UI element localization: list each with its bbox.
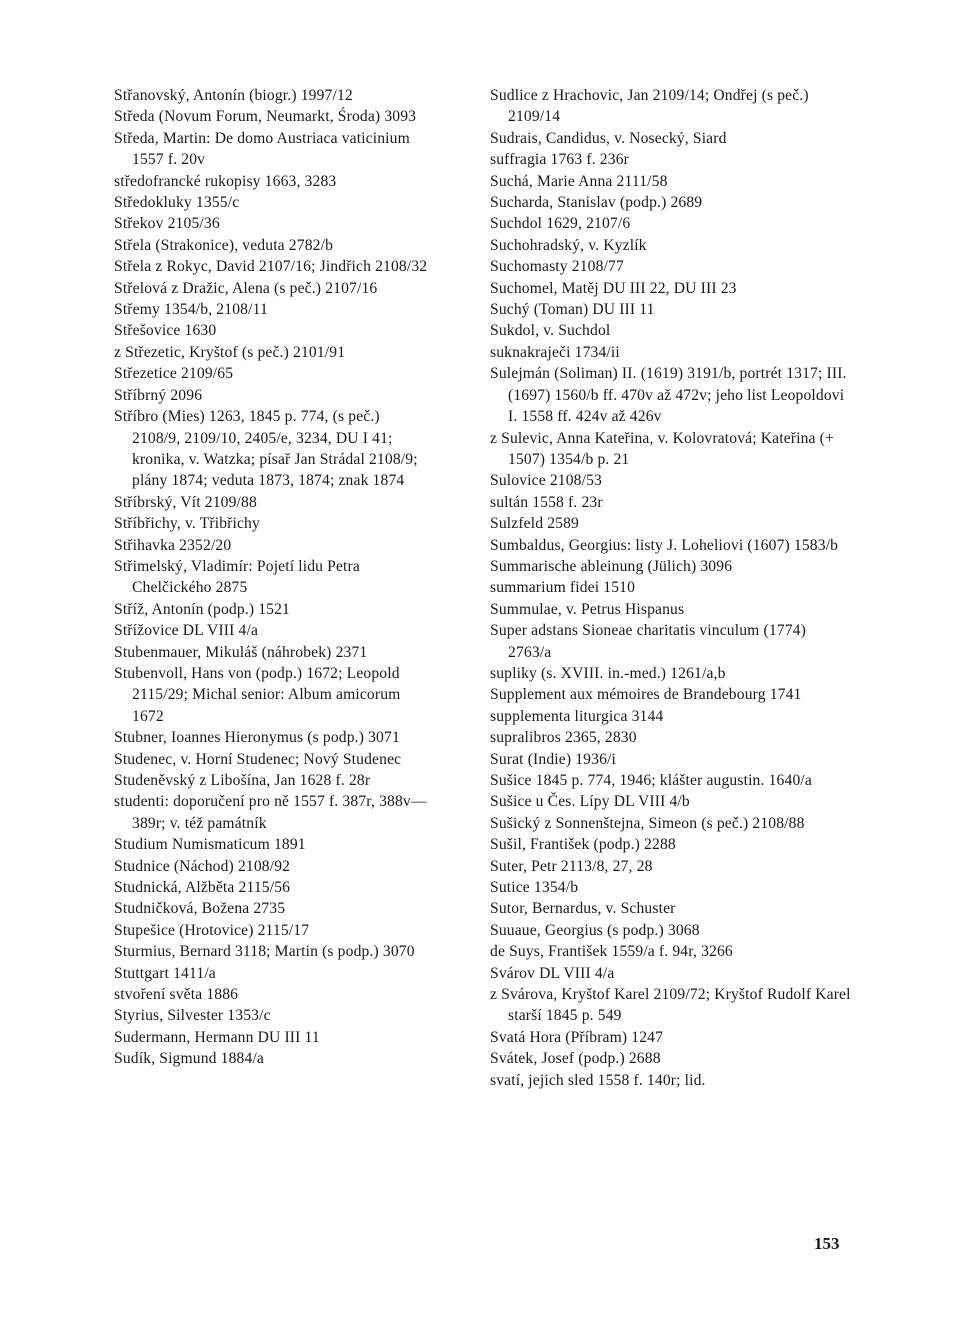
index-entry: Sudrais, Candidus, v. Nosecký, Siard: [490, 129, 727, 147]
index-entry: Středa, Martin: De domo Austriaca vaticinium 1557 f. 20v: [114, 129, 410, 169]
index-entry: stvoření světa 1886: [114, 986, 239, 1004]
index-entry: Suchá, Marie Anna 2111/58: [490, 172, 668, 190]
index-entry: Sutor, Bernardus, v. Schuster: [490, 900, 676, 918]
index-entry: supralibros 2365, 2830: [490, 729, 637, 747]
index-entry: suknakraječi 1734/ii: [490, 343, 620, 361]
index-entry: Svárov DL VIII 4/a: [490, 964, 615, 982]
index-entry: Studničková, Božena 2735: [114, 900, 286, 918]
index-entry: Střela z Rokyc, David 2107/16; Jindřich 2108/32: [114, 258, 428, 276]
index-entry: studenti: doporučení pro ně 1557 f. 387r, 388v—389r; v. též památník: [114, 793, 427, 832]
index-entry: Sušice u Čes. Lípy DL VIII 4/b: [490, 793, 690, 811]
index-column-right: [490, 85, 852, 1091]
index-entry: Středa (Novum Forum, Neumarkt, Środa) 3093: [114, 108, 417, 126]
index-entry: Stříbrský, Vít 2109/88: [114, 493, 257, 511]
index-entry: Studnická, Alžběta 2115/56: [114, 879, 291, 897]
index-entry: Střešovice 1630: [114, 322, 217, 340]
index-entry: sultán 1558 f. 23r: [490, 493, 603, 511]
index-entry: středofrancké rukopisy 1663, 3283: [114, 172, 337, 190]
index-entry: Super adstans Sioneae charitatis vinculum (1774) 2763/a: [490, 622, 806, 661]
index-entry: Stubner, Ioannes Hieronymus (s podp.) 3071: [114, 729, 400, 747]
index-entry: suffragia 1763 f. 236r: [490, 151, 629, 169]
index-entry: svatí, jejich sled 1558 f. 140r; lid.: [490, 1071, 706, 1089]
index-entry: Svatá Hora (Příbram) 1247: [490, 1028, 664, 1046]
index-entry: supplementa liturgica 3144: [490, 707, 664, 725]
index-entry: Studium Numismaticum 1891: [114, 836, 306, 854]
index-entry: Suchomasty 2108/77: [490, 258, 624, 276]
index-entry: Sudlice z Hrachovic, Jan 2109/14; Ondřej (s peč.) 2109/14: [490, 87, 809, 126]
index-entry: Střekov 2105/36: [114, 215, 220, 233]
index-entry: Střimelský, Vladimír: Pojetí lidu Petra Chelčického 2875: [114, 557, 360, 597]
index-entry: Stříž, Antonín (podp.) 1521: [114, 600, 291, 618]
index-entry: Sutice 1354/b: [490, 879, 579, 897]
index-entry: Sušický z Sonnenštejna, Simeon (s peč.) 2108/88: [490, 814, 805, 832]
index-entry: Stubenvoll, Hans von (podp.) 1672; Leopold 2115/29; Michal senior: Album amicorum 1672: [114, 664, 401, 725]
index-entry: Surat (Indie) 1936/i: [490, 750, 616, 768]
index-entry: Summarische ableinung (Jülich) 3096: [490, 557, 733, 575]
index-entry: z Sulevic, Anna Kateřina, v. Kolovratová; Kateřina (+ 1507) 1354/b p. 21: [490, 429, 834, 468]
index-entry: summarium fidei 1510: [490, 579, 636, 597]
index-entry: Sudík, Sigmund 1884/a: [114, 1050, 265, 1068]
index-entry: Střihavka 2352/20: [114, 536, 232, 554]
index-entry: Stříbrný 2096: [114, 386, 203, 404]
index-entry: Sucharda, Stanislav (podp.) 2689: [490, 194, 703, 212]
index-entry: Stubenmauer, Mikuláš (náhrobek) 2371: [114, 643, 368, 661]
index-entry: Středokluky 1355/c: [114, 194, 240, 212]
index-entry: Suter, Petr 2113/8, 27, 28: [490, 857, 653, 875]
index-entry: Sturmius, Bernard 3118; Martin (s podp.) 3070: [114, 943, 415, 961]
index-entry: Střanovský, Antonín (biogr.) 1997/12: [114, 87, 353, 104]
index-entry: Stříbro (Mies) 1263, 1845 p. 774, (s peč.) 2108/9, 2109/10, 2405/e, 3234, DU I 41; kronika, v. Watzka; písař Jan Strádal 2108/9; plány 1874; veduta 1873, 1874; znak 1874: [114, 408, 418, 490]
index-entry: Střížovice DL VIII 4/a: [114, 622, 259, 640]
index-entry: Sušil, František (podp.) 2288: [490, 836, 676, 854]
index-entry: Střela (Strakonice), veduta 2782/b: [114, 236, 334, 254]
index-entry: z Svárova, Kryštof Karel 2109/72; Kryštof Rudolf Karel starší 1845 p. 549: [490, 986, 851, 1025]
index-entry: Stříbřichy, v. Třibřichy: [114, 515, 260, 533]
index-entry: supliky (s. XVIII. in.-med.) 1261/a,b: [490, 664, 726, 682]
index-entry: Sudermann, Hermann DU III 11: [114, 1028, 320, 1046]
index-entry: Stuttgart 1411/a: [114, 964, 216, 982]
index-entry: Suchohradský, v. Kyzlík: [490, 236, 647, 254]
index-entry: Suchomel, Matěj DU III 22, DU III 23: [490, 279, 737, 297]
index-entry: Styrius, Silvester 1353/c: [114, 1007, 271, 1025]
index-entry: Studeněvský z Libošína, Jan 1628 f. 28r: [114, 772, 371, 789]
index-entry: Stupešice (Hrotovice) 2115/17: [114, 921, 310, 939]
index-entry: Sumbaldus, Georgius: listy J. Loheliovi (1607) 1583/b: [490, 536, 839, 554]
index-entry: Sukdol, v. Suchdol: [490, 322, 611, 340]
index-entry: Studnice (Náchod) 2108/92: [114, 857, 291, 875]
index-entry: Sulovice 2108/53: [490, 472, 602, 490]
index-entry: Sušice 1845 p. 774, 1946; klášter augustin. 1640/a: [490, 772, 812, 789]
page-number: 153: [814, 1234, 840, 1253]
index-entry: Supplement aux mémoires de Brandebourg 1741: [490, 686, 802, 704]
index-entry: Summulae, v. Petrus Hispanus: [490, 600, 685, 618]
index-column-left: [114, 85, 430, 1070]
index-entry: Suchý (Toman) DU III 11: [490, 301, 655, 319]
index-entry: z Střezetic, Kryštof (s peč.) 2101/91: [114, 343, 346, 361]
index-entry: Svátek, Josef (podp.) 2688: [490, 1050, 661, 1068]
index-entry: Sulzfeld 2589: [490, 515, 580, 533]
index-entry: Suchdol 1629, 2107/6: [490, 215, 631, 233]
index-entry: Střelová z Dražic, Alena (s peč.) 2107/16: [114, 279, 378, 297]
index-entry: Sulejmán (Soliman) II. (1619) 3191/b, portrét 1317; III. (1697) 1560/b ff. 470v až 472v; jeho list Leopoldovi I. 1558 ff. 424v až 426v: [490, 365, 847, 426]
index-entry: Suuaue, Georgius (s podp.) 3068: [490, 921, 700, 939]
index-entry: Střezetice 2109/65: [114, 365, 234, 383]
index-entry: de Suys, František 1559/a f. 94r, 3266: [490, 943, 733, 961]
index-entry: Studenec, v. Horní Studenec; Nový Studenec: [114, 750, 402, 768]
index-entry: Střemy 1354/b, 2108/11: [114, 301, 268, 319]
